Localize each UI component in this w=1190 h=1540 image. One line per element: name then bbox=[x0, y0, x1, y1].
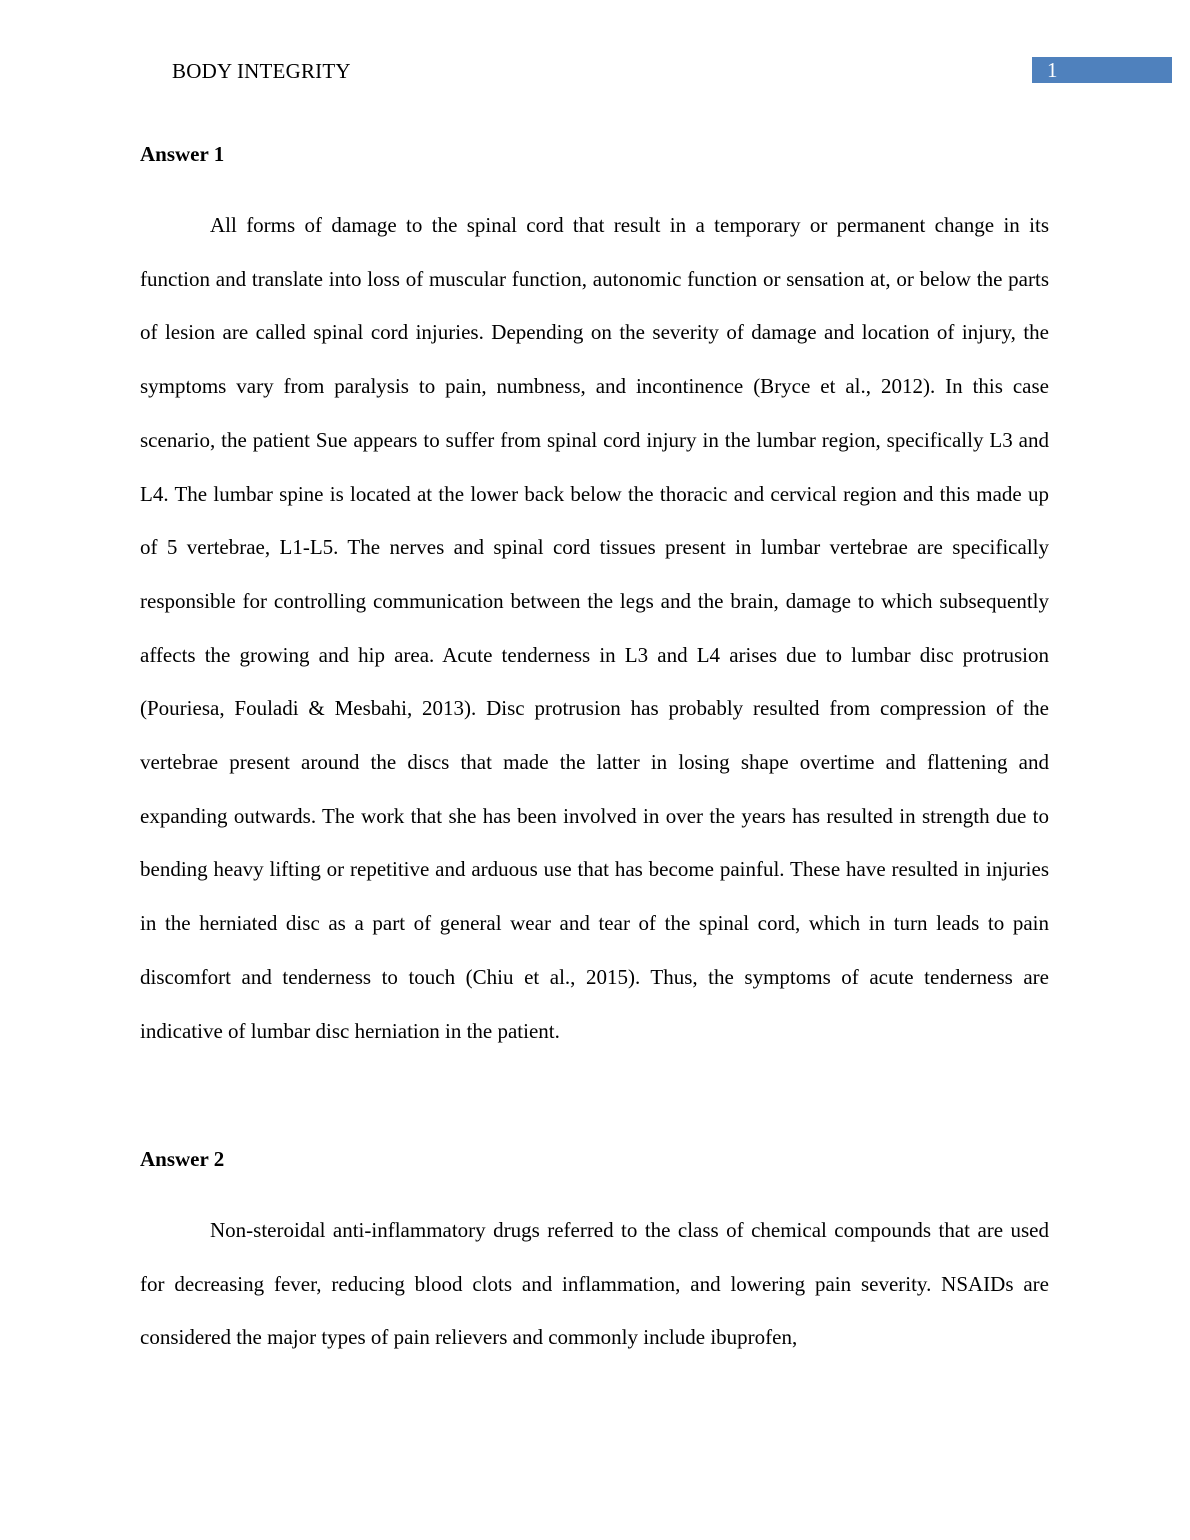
running-head: BODY INTEGRITY bbox=[172, 59, 351, 83]
page-number-box bbox=[1032, 57, 1172, 83]
body-paragraph: All forms of damage to the spinal cord that result in a temporary or permanent change in its function and translate into loss of muscular function, autonomic function or sensation at, or below the parts of lesion are called spinal cord injuries. Depending on the severity of damage and location of injury, the symptoms vary from paralysis to pain, numbness, and incontinence (Bryce et al., 2012). In this case scenario, the patient Sue appears to suffer from spinal cord injury in the lumbar region, specifically L3 and L4. The lumbar spine is located at the lower back below the thoracic and cervical region and this made up of 5 vertebrae, L1-L5. The nerves and spinal cord tissues present in lumbar vertebrae are specifically responsible for controlling communication between the legs and the brain, damage to which subsequently affects the growing and hip area. Acute tenderness in L3 and L4 arises due to lumbar disc protrusion (Pouriesa, Fouladi & Mesbahi, 2013). Disc protrusion has probably resulted from compression of the vertebrae present around the discs that made the latter in losing shape overtime and flattening and expanding outwards. The work that she has been involved in over the years has resulted in strength due to bending heavy lifting or repetitive and arduous use that has become painful. These have resulted in injuries in the herniated disc as a part of general wear and tear of the spinal cord, which in turn leads to pain discomfort and tenderness to touch (Chiu et al., 2015). Thus, the symptoms of acute tenderness are indicative of lumbar disc herniation in the patient. bbox=[140, 213, 1049, 1043]
page-number: 1 bbox=[1047, 58, 1058, 82]
section-heading: Answer 1 bbox=[140, 142, 225, 166]
body-paragraph: Non-steroidal anti-inflammatory drugs referred to the class of chemical compounds that are used for decreasing fever, reducing blood clots and inflammation, and lowering pain severity. NSAIDs are considered the major types of pain relievers and commonly include ibuprofen, bbox=[140, 1218, 1049, 1350]
section-heading: Answer 2 bbox=[140, 1147, 225, 1171]
